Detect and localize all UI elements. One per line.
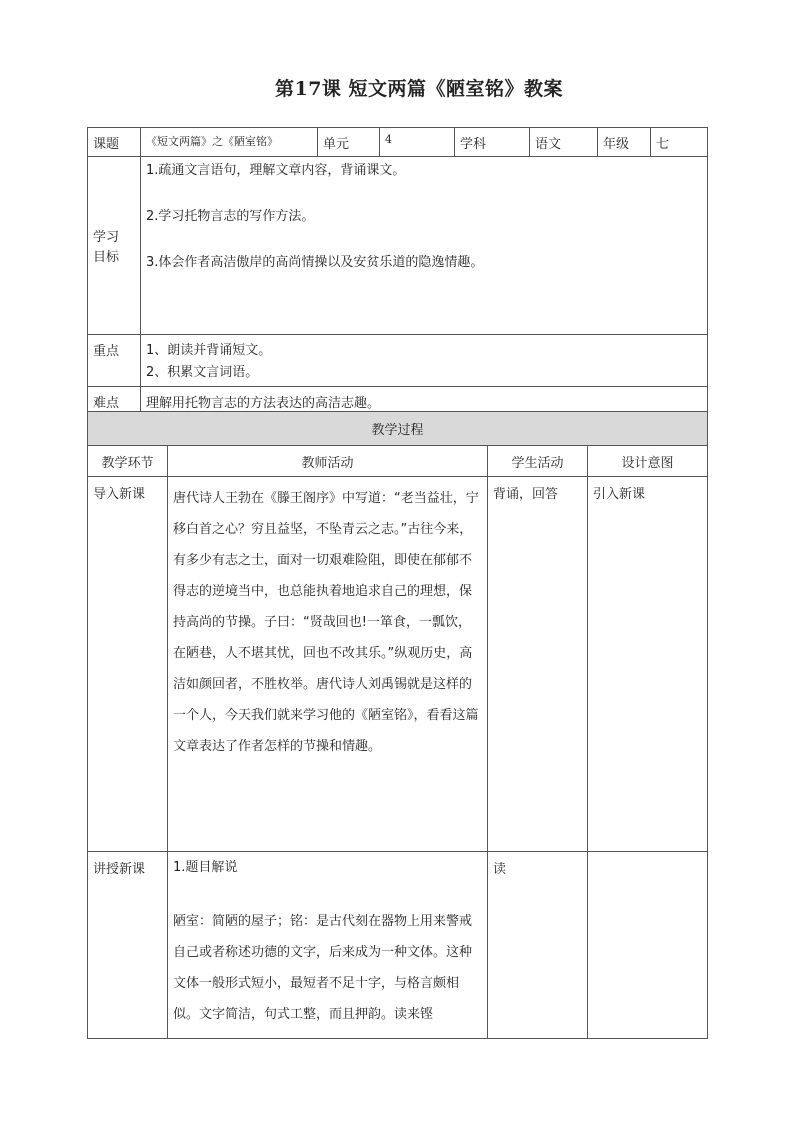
grade-value: 七 — [651, 128, 708, 157]
objective-item: 3.体会作者高洁傲岸的高尚情操以及安贫乐道的隐逸情趣。 — [146, 255, 484, 270]
key-point-item: 2、积累文言词语。 — [146, 365, 259, 380]
process-table — [87, 411, 708, 1039]
lesson-label: 课题 — [88, 128, 141, 157]
header-teacher: 教师活动 — [168, 446, 488, 477]
key-points-content — [141, 335, 708, 387]
student-activity-cell: 读 — [488, 852, 588, 1039]
subject-value: 语文 — [530, 128, 598, 157]
process-title: 教学过程 — [88, 412, 708, 446]
objective-item: 1.疏通文言语句，理解文章内容，背诵课文。 — [146, 163, 406, 178]
stage-cell: 讲授新课 — [88, 852, 168, 1039]
student-activity-cell: 背诵，回答 — [488, 477, 588, 852]
subject-label: 学科 — [455, 128, 530, 157]
teacher-activity-cell: 唐代诗人王勃在《滕王阁序》中写道：“老当益壮，宁移白首之心？穷且益坚，不坠青云之志。”古往今来，有多少有志之士，面对一切艰难险阻，即使在郁郁不得志的逆境当中，也总能执着地追求自己的理想，保持高尚的节操。子曰：“贤哉回也!一箪食，一瓢饮，在陋巷，人不堪其忧，回也不改其乐。”纵观历史，高洁如颜回者，不胜枚举。唐代诗人刘禹锡就是这样的一个人，今天我们就来学习他的《陋室铭》，看看这篇文章表达了作者怎样的节操和情趣。 — [168, 477, 488, 852]
difficulty-label: 难点 — [88, 387, 141, 412]
objective-item: 2.学习托物言志的写作方法。 — [146, 209, 315, 224]
header-student: 学生活动 — [488, 446, 588, 477]
intent-cell — [588, 852, 708, 1039]
lesson-value: 《短文两篇》之《陋室铭》 — [141, 128, 318, 157]
objectives-content — [141, 157, 708, 335]
lesson-info-table — [87, 127, 708, 412]
header-intent: 设计意图 — [588, 446, 708, 477]
unit-label: 单元 — [318, 128, 380, 157]
stage-cell: 导入新课 — [88, 477, 168, 852]
unit-value: 4 — [380, 128, 455, 157]
intent-cell: 引入新课 — [588, 477, 708, 852]
objectives-label: 学习 目标 — [88, 157, 141, 335]
page-title: 第17课 短文两篇《陋室铭》教案 — [274, 78, 564, 100]
key-point-item: 1、朗读并背诵短文。 — [146, 343, 272, 358]
teacher-activity-cell: 1.题目解说 陋室：简陋的屋子；铭：是古代刻在器物上用来警戒自己或者称述功德的文字，后来成为一种文体。这种文体一般形式短小，最短者不足十字，与格言颇相似。文字简洁，句式工整，而且押韵。读来铿 — [168, 852, 488, 1039]
difficulty-content: 理解用托物言志的方法表达的高洁志趣。 — [141, 387, 708, 412]
table-row — [88, 477, 708, 852]
table-row — [88, 852, 708, 1039]
key-points-label: 重点 — [88, 335, 141, 387]
header-stage: 教学环节 — [88, 446, 168, 477]
grade-label: 年级 — [598, 128, 651, 157]
